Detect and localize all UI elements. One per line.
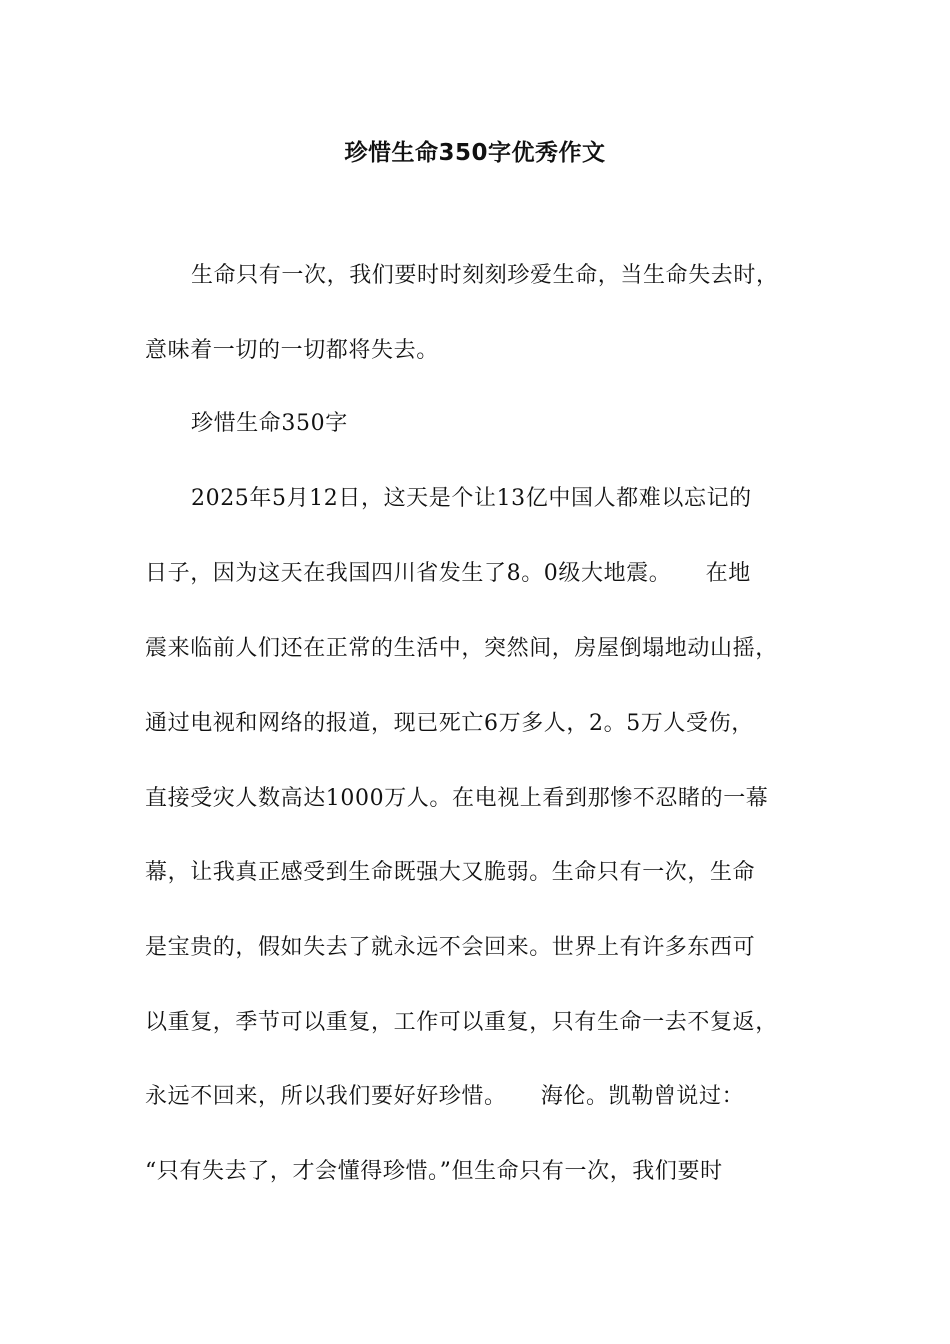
paragraph-line: 以重复，季节可以重复，工作可以重复，只有生命一去不复返， xyxy=(145,1010,778,1035)
subheading-line: 珍惜生命350字 xyxy=(191,411,348,436)
paragraph-line: 幕，让我真正感受到生命既强大又脆弱。生命只有一次，生命 xyxy=(145,860,756,885)
paragraph-line: 震来临前人们还在正常的生活中，突然间，房屋倒塌地动山摇， xyxy=(145,636,778,661)
paragraph-line: 意味着一切的一切都将失去。 xyxy=(145,338,439,363)
paragraph-line: “只有失去了，才会懂得珍惜。”但生命只有一次，我们要时 xyxy=(145,1159,723,1184)
paragraph-line: 2025年5月12日，这天是个让13亿中国人都难以忘记的 xyxy=(191,486,752,511)
paragraph-line: 通过电视和网络的报道，现已死亡6万多人，2。5万人受伤， xyxy=(145,711,754,736)
paragraph-line: 永远不回来，所以我们要好好珍惜。 海伦。凯勒曾说过： xyxy=(145,1084,745,1109)
paragraph-line: 是宝贵的，假如失去了就永远不会回来。世界上有许多东西可 xyxy=(145,935,756,960)
paragraph-line: 日子，因为这天在我国四川省发生了8。0级大地震。 在地 xyxy=(145,561,751,586)
paragraph-line: 生命只有一次，我们要时时刻刻珍爱生命，当生命失去时， xyxy=(191,263,779,288)
document-title: 珍惜生命350字优秀作文 xyxy=(344,140,606,166)
paragraph-line: 直接受灾人数高达1000万人。在电视上看到那惨不忍睹的一幕 xyxy=(145,786,769,811)
